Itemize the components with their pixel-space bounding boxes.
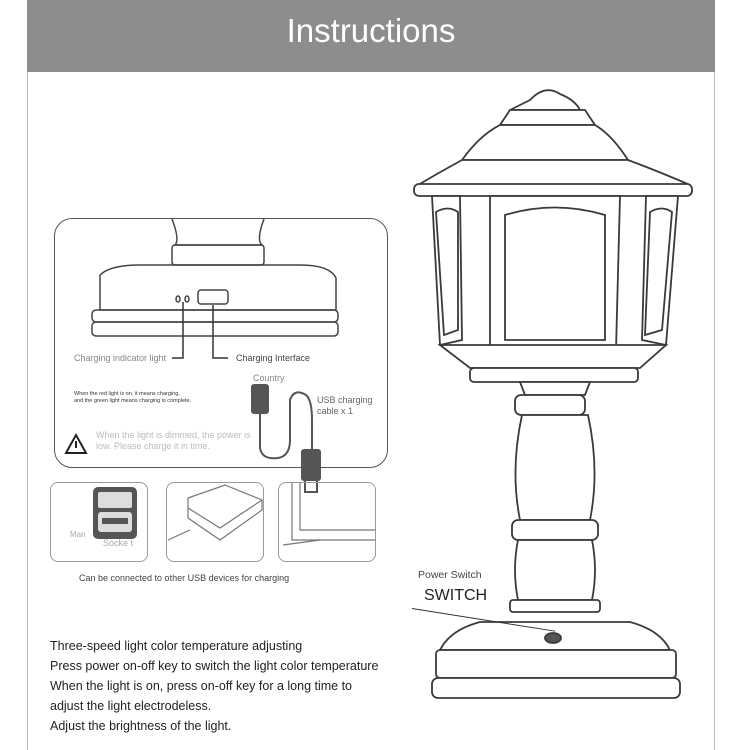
instruction-line: adjust the light electrodeless.: [50, 699, 212, 713]
light-note-2: and the green light means charging is complete.: [74, 398, 192, 404]
socket-label: Socke t: [103, 538, 134, 548]
country-label: Country: [253, 373, 285, 383]
usb-cable-icon: [252, 385, 320, 492]
instruction-line: When the light is on, press on-off key for a long time to: [50, 679, 353, 693]
warning-text-2: low. Please charge it in time.: [96, 441, 211, 451]
instruction-line: Press power on-off key to switch the light color temperature: [50, 659, 379, 673]
switch-label: SWITCH: [424, 587, 488, 604]
light-note-1: When the red light is on, it means charging,: [74, 391, 180, 397]
usb-cable-label: USB charging cable x 1: [317, 395, 373, 416]
lamp-illustration: [414, 90, 692, 698]
warning-text-1: When the light is dimmed, the power is: [96, 430, 251, 440]
page-title: Instructions: [286, 12, 456, 49]
charging-indicator-label: Charging indicator light: [74, 353, 167, 363]
instruction-line: Adjust the brightness of the light.: [50, 719, 232, 733]
power-switch-label: Power Switch: [418, 569, 482, 581]
warning-triangle-icon: [66, 435, 86, 453]
male-label: Man: [70, 530, 86, 539]
charging-interface-label: Charging Interface: [236, 353, 311, 363]
laptop-box: [278, 482, 376, 562]
usb-socket-box: [50, 482, 148, 562]
lamp-base-closeup: [92, 219, 338, 358]
usb-devices-caption: Can be connected to other USB devices for charging: [79, 573, 290, 583]
instruction-line: Three-speed light color temperature adjusting: [50, 639, 303, 653]
power-bank-box: [166, 482, 264, 562]
